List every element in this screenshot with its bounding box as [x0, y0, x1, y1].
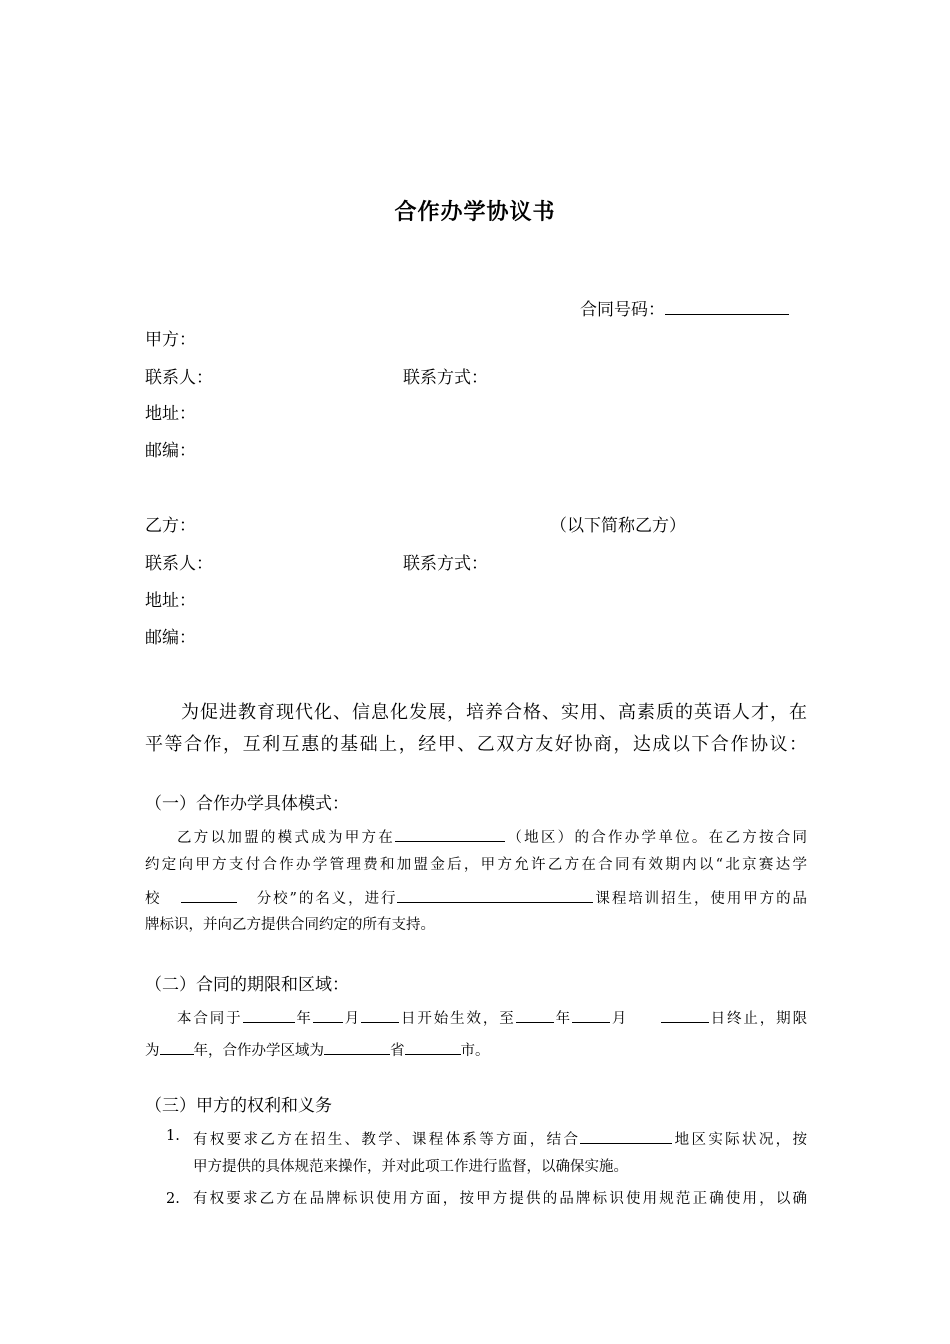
end-month-blank — [572, 1008, 610, 1023]
party-b-contact-method: 联系方式： — [403, 554, 488, 574]
region-blank-2 — [580, 1129, 672, 1144]
start-month-blank — [313, 1008, 343, 1023]
contract-number — [580, 300, 789, 319]
party-b-label: 乙方： — [145, 516, 196, 536]
party-b-contact-person: 联系人： — [145, 554, 213, 574]
section-1-line-3: 校 分校”的名义，进行 课程培训招生，使用甲方的品 — [145, 888, 807, 907]
province-blank — [324, 1040, 390, 1055]
contract-number-label: 合同号码： — [580, 300, 665, 320]
section-3-item-1-line-1: 有权要求乙方在招生、教学、课程体系等方面，结合 地区实际状况，按 — [193, 1129, 807, 1148]
party-b-postcode: 邮编： — [145, 628, 196, 648]
party-b-address: 地址： — [145, 591, 196, 611]
start-year-blank — [243, 1008, 295, 1023]
section-3-heading: （三）甲方的权利和义务 — [145, 1096, 332, 1116]
section-2-line-1: 本合同于 年 月 日开始生效，至 年 月 日终止，期限 — [177, 1008, 807, 1027]
section-3-item-2-num: 2. — [166, 1191, 180, 1207]
section-3-item-1-line-2: 甲方提供的具体规范来操作，并对此项工作进行监督，以确保实施。 — [193, 1159, 628, 1175]
city-blank — [405, 1040, 461, 1055]
section-3-item-2-line-1: 有权要求乙方在品牌标识使用方面，按甲方提供的品牌标识使用规范正确使用，以确 — [193, 1191, 807, 1207]
party-a-label: 甲方： — [145, 330, 196, 350]
start-day-blank — [361, 1008, 399, 1023]
section-1-line-1: 乙方以加盟的模式成为甲方在 （地区）的合作办学单位。在乙方按合同 — [177, 827, 807, 846]
section-1-heading: （一）合作办学具体模式： — [145, 794, 349, 814]
end-year-blank — [516, 1008, 554, 1023]
term-years-blank — [160, 1040, 194, 1055]
contract-number-blank — [665, 300, 789, 315]
course-name-blank — [397, 888, 593, 903]
end-day-blank — [661, 1008, 709, 1023]
party-a-postcode: 邮编： — [145, 441, 196, 461]
preamble-line-2: 平等合作，互利互惠的基础上，经甲、乙双方友好协商，达成以下合作协议： — [145, 734, 807, 755]
preamble-line-1: 为促进教育现代化、信息化发展，培养合格、实用、高素质的英语人才，在 — [181, 702, 807, 723]
region-blank — [395, 827, 505, 842]
document-title: 合作办学协议书 — [394, 200, 556, 225]
section-2-line-2: 为 年，合作办学区域为 省 市。 — [145, 1040, 490, 1059]
section-1-line-4: 牌标识，并向乙方提供合同约定的所有支持。 — [145, 917, 435, 933]
section-1-line-2: 约定向甲方支付合作办学管理费和加盟金后，甲方允许乙方在合同有效期内以“北京赛达学 — [145, 857, 807, 873]
branch-name-blank — [181, 888, 237, 903]
section-2-heading: （二）合同的期限和区域： — [145, 975, 349, 995]
party-a-address: 地址： — [145, 404, 196, 424]
party-b-abbr-note: （以下简称乙方） — [550, 516, 686, 536]
party-a-contact-method: 联系方式： — [403, 368, 488, 388]
party-a-contact-person: 联系人： — [145, 368, 213, 388]
section-3-item-1-num: 1. — [166, 1128, 180, 1144]
